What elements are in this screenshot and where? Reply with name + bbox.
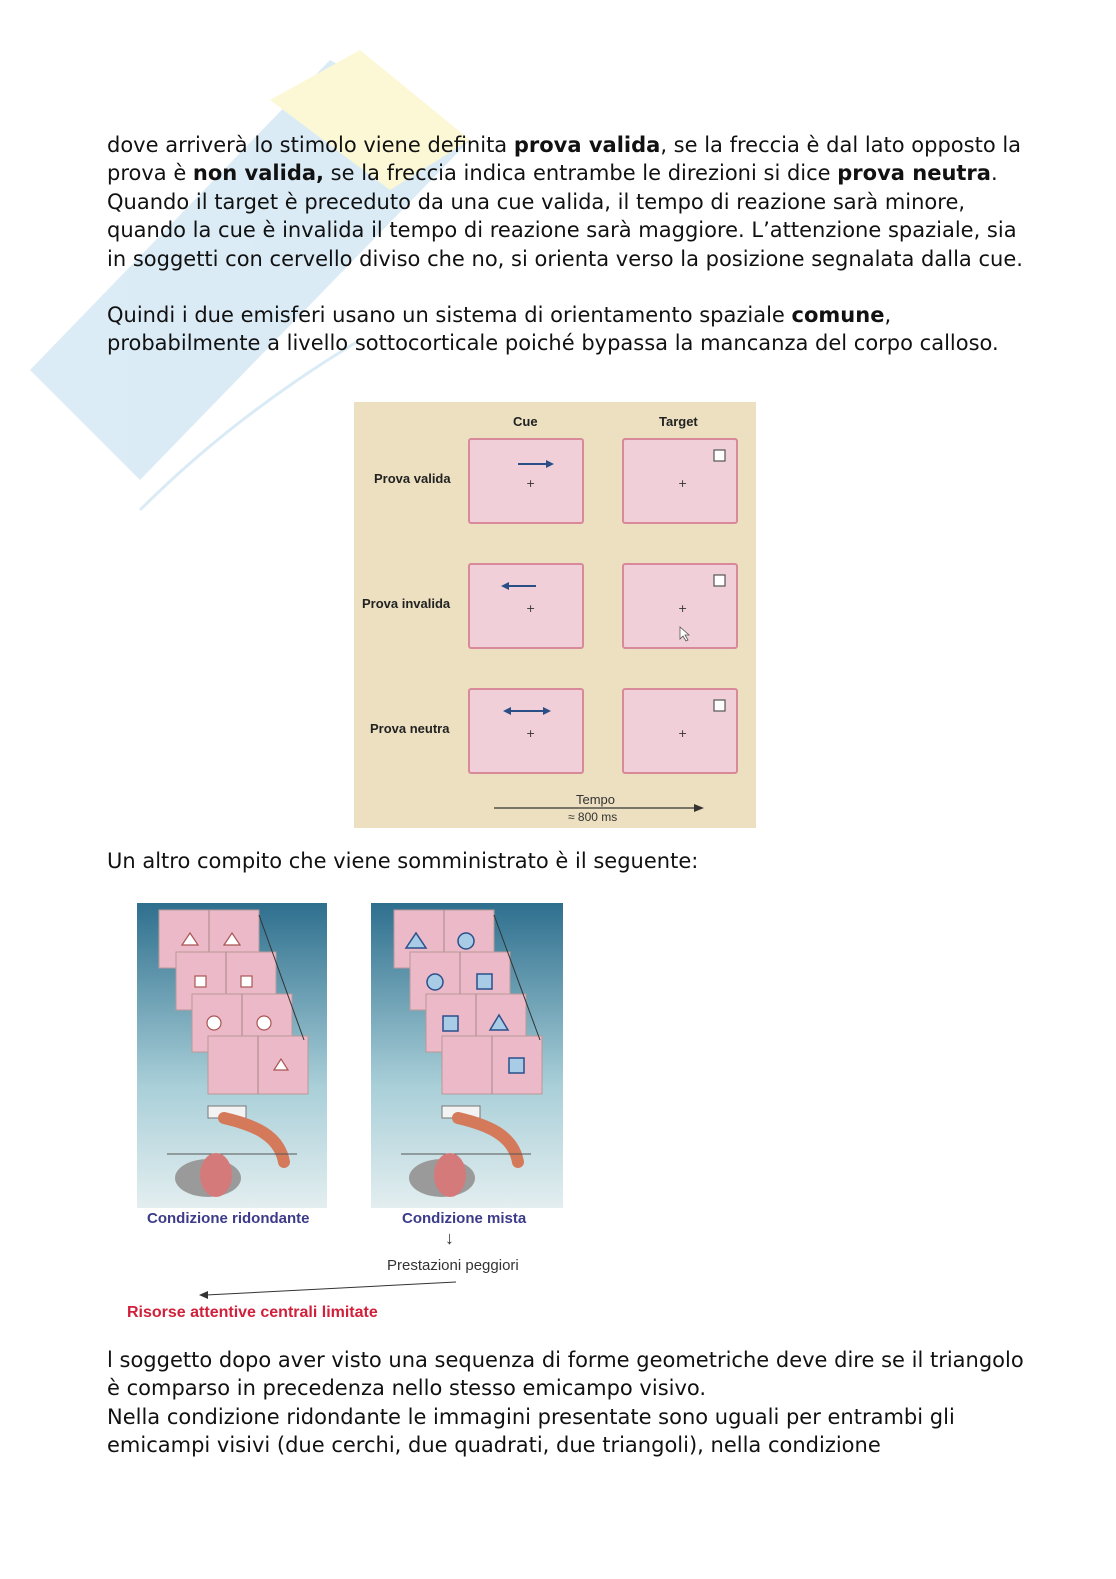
left-arrow-icon — [470, 565, 582, 647]
paragraph-soggetto: l soggetto dopo aver visto una sequenza di forme geometriche deve dire se il triangolo è comparso in precedenza nello stesso emicampo visivo. — [107, 1348, 1024, 1401]
cue-box-invalida — [468, 563, 584, 649]
target-box-invalida — [622, 563, 738, 649]
cue-box-neutra — [468, 688, 584, 774]
svg-text:+: + — [678, 477, 688, 490]
figure-cue-target — [354, 402, 756, 828]
svg-text:+: + — [526, 727, 536, 740]
time-value: ≈ 800 ms — [568, 810, 618, 824]
left-arrow-line — [194, 1276, 464, 1300]
time-arrow — [354, 792, 756, 828]
right-arrow-icon — [470, 440, 582, 522]
cue-box-valida — [468, 438, 584, 524]
svg-text:+: + — [526, 477, 536, 490]
label-prova-invalida: Prova invalida — [362, 596, 451, 611]
paragraph-emisferi: Quindi i due emisferi usano un sistema di orientamento spaziale comune, probabilmente a livello sottocorticale poiché bypassa la mancanza del corpo calloso. — [107, 303, 999, 356]
paragraph-altro-compito: Un altro compito che viene somministrato è il seguente: — [107, 849, 699, 873]
double-arrow-icon — [470, 690, 582, 772]
header-cue: Cue — [513, 414, 538, 429]
target-box-neutra — [622, 688, 738, 774]
target-box-valida — [622, 438, 738, 524]
caption-condizione-ridondante: Condizione ridondante — [147, 1210, 310, 1227]
caption-condizione-mista: Condizione mista — [402, 1210, 527, 1227]
label-prova-neutra: Prova neutra — [370, 721, 450, 736]
caption-risorse-limitate: Risorse attentive centrali limitate — [127, 1304, 378, 1321]
target-square-icon — [624, 565, 736, 647]
header-target: Target — [659, 414, 698, 429]
caption-prestazioni-peggiori: Prestazioni peggiori — [387, 1257, 519, 1274]
figure-conditions — [104, 900, 574, 1330]
svg-text:+: + — [678, 602, 688, 615]
svg-text:+: + — [526, 602, 536, 615]
down-arrow-icon: ↓ — [445, 1228, 454, 1248]
paragraph-condizione-ridondante: Nella condizione ridondante le immagini presentate sono uguali per entrambi gli emicampi visivi (due cerchi, due quadrati, due triangoli), nella condizione — [107, 1405, 955, 1458]
paragraph-prova-valida: dove arriverà lo stimolo viene definita prova valida, se la freccia è dal lato opposto la prova è non valida, se la freccia indica entrambe le direzioni si dice prova neutra. Quando il target è preceduto da una cue valida, il tempo di reazione sarà minore, quando la cue è invalida il tempo di reazione sarà maggiore. L’attenzione spaziale, sia in soggetti con cervello diviso che no, si orienta verso la posizione segnalata dalla cue. — [107, 133, 1023, 271]
target-square-icon — [624, 690, 736, 772]
label-prova-valida: Prova valida — [374, 471, 451, 486]
panels-illustration — [104, 900, 574, 1210]
svg-text:+: + — [678, 727, 688, 740]
target-square-icon — [624, 440, 736, 522]
time-label: Tempo — [576, 792, 616, 807]
